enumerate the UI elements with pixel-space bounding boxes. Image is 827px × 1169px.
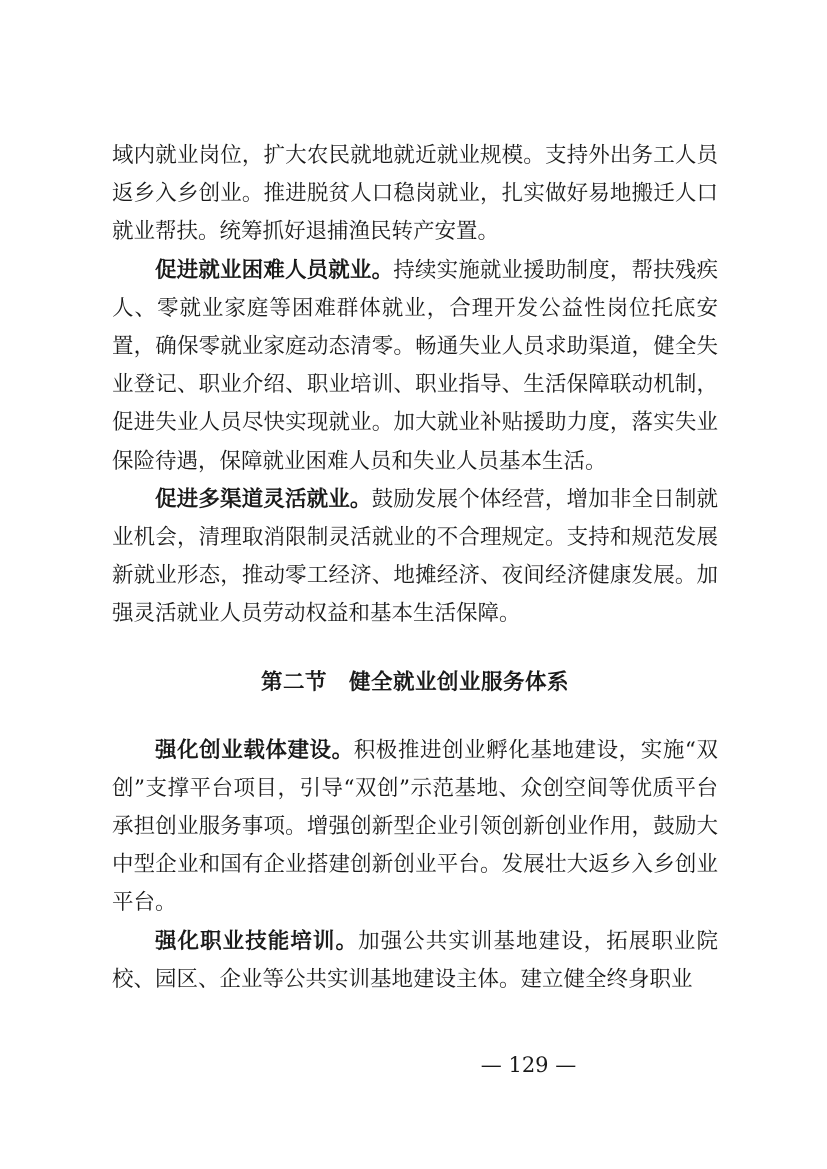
paragraph-lead: 促进多渠道灵活就业。 bbox=[155, 486, 372, 512]
page-number: — 129 — bbox=[480, 1053, 577, 1077]
paragraph-skills-training bbox=[112, 923, 718, 999]
paragraph-text: 鼓励发展个体经营，增加非全日制就业机会，清理取消限制灵活就业的不合理规定。支持和规范发展新就业形态，推动零工经济、地摊经济、夜间经济健康发展。加强灵活就业人员劳动权益和基本生活保障。 bbox=[112, 486, 718, 627]
paragraph-flexible-employment bbox=[112, 481, 718, 634]
paragraph-continuation bbox=[112, 137, 718, 252]
paragraph-text: 持续实施就业援助制度，帮扶残疾人、零就业家庭等困难群体就业，合理开发公益性岗位托底安置，确保零就业家庭动态清零。畅通失业人员求助渠道，健全失业登记、职业介绍、职业培训、职业指导、生活保障联动机制，促进失业人员尽快实现就业。加大就业补贴援助力度，落实失业保险待遇，保障就业困难人员和失业人员基本生活。 bbox=[112, 257, 718, 474]
paragraph-text: 加强公共实训基地建设，拓展职业院校、园区、企业等公共实训基地建设主体。建立健全终身职业 bbox=[112, 928, 718, 992]
paragraph-lead: 促进就业困难人员就业。 bbox=[155, 257, 394, 283]
paragraph-text: 域内就业岗位，扩大农民就地就近就业规模。支持外出务工人员返乡入乡创业。推进脱贫人口稳岗就业，扎实做好易地搬迁人口就业帮扶。统筹抓好退捕渔民转产安置。 bbox=[112, 143, 718, 245]
section-heading: 第二节 健全就业创业服务体系 bbox=[260, 669, 569, 695]
paragraph-text: 积极推进创业孵化基地建设，实施“双创”支撑平台项目，引导“双创”示范基地、众创空间等优质平台承担创业服务事项。增强创新型企业引领创新创业作用，鼓励大中型企业和国有企业搭建创新创业平台。发展壮大返乡入乡创业平台。 bbox=[112, 737, 718, 916]
body-text bbox=[112, 137, 718, 999]
paragraph-lead: 强化职业技能培训。 bbox=[155, 928, 359, 954]
paragraph-startup-carrier bbox=[112, 732, 718, 923]
paragraph-employment-difficulty bbox=[112, 252, 718, 481]
paragraph-lead: 强化创业载体建设。 bbox=[155, 737, 354, 763]
